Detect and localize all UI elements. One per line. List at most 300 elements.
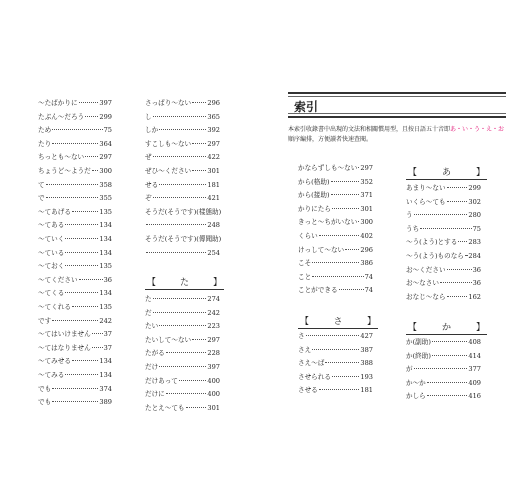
leader-dots — [465, 255, 468, 256]
entry-term: かりにたら — [298, 204, 331, 213]
leader-dots — [427, 382, 468, 383]
leader-dots — [358, 167, 359, 168]
entry-term: ため — [38, 126, 52, 135]
entry-term: たぶん〜だろう — [38, 112, 85, 121]
index-entry — [298, 346, 373, 354]
entry-page-number: 134 — [99, 248, 112, 257]
entry-term: か(終助) — [406, 351, 431, 360]
index-entry — [298, 164, 373, 172]
index-entry — [38, 317, 112, 325]
entry-page-number: 134 — [99, 357, 112, 366]
index-entry — [406, 392, 481, 400]
index-entry — [145, 377, 220, 385]
index-entry — [38, 330, 112, 338]
entry-term: かしら — [406, 392, 426, 401]
leader-dots — [65, 224, 98, 225]
index-entry — [145, 390, 220, 398]
entry-page-number: 377 — [468, 365, 481, 374]
leader-dots — [52, 143, 98, 144]
index-entry — [38, 153, 112, 161]
entry-page-number: 135 — [99, 207, 112, 216]
entry-term: きっと〜ちがいない — [298, 218, 358, 227]
entry-term: 〜てくる — [38, 289, 65, 298]
entry-term: て — [38, 180, 45, 189]
entry-term: ぞ — [145, 194, 152, 203]
entry-term: せる — [145, 180, 159, 189]
index-entry — [145, 295, 220, 303]
leader-dots — [192, 339, 206, 340]
leader-dots — [319, 389, 360, 390]
entry-page-number: 297 — [360, 164, 373, 172]
section-bracket-close: 】 — [475, 168, 485, 178]
entry-page-number: 242 — [99, 316, 112, 325]
intro-paragraph — [288, 125, 506, 145]
entry-page-number: 352 — [360, 177, 373, 186]
leader-dots — [420, 228, 471, 229]
entry-page-number: 402 — [360, 232, 373, 240]
entry-page-number: 416 — [468, 392, 481, 401]
leader-dots — [312, 262, 359, 263]
leader-dots — [72, 211, 98, 212]
leader-dots — [312, 349, 359, 350]
entry-term: 〜う(よう)とする — [406, 238, 458, 247]
index-entry — [38, 385, 112, 393]
entry-page-number: 74 — [364, 286, 373, 295]
entry-page-number: 300 — [360, 218, 373, 227]
entry-page-number: 387 — [360, 345, 373, 354]
index-entry — [145, 322, 220, 330]
leader-dots — [192, 102, 206, 103]
right-page — [260, 0, 520, 500]
index-entry — [38, 208, 112, 216]
entry-page-number: 280 — [468, 211, 481, 220]
entry-page-number: 283 — [468, 238, 481, 247]
index-entry — [145, 363, 220, 371]
leader-dots — [166, 393, 207, 394]
entry-term: 〜う(よう)ものなら — [406, 252, 464, 260]
entry-term: いくら〜ても — [406, 197, 446, 206]
leader-dots — [312, 276, 363, 277]
entry-term: 〜ていく — [38, 235, 65, 243]
entry-page-number: 397 — [99, 99, 112, 107]
index-entry — [145, 99, 220, 107]
section-kana: さ — [333, 317, 343, 327]
section-header — [406, 322, 487, 335]
section-bracket-close: 】 — [212, 278, 222, 288]
leader-dots — [331, 194, 360, 195]
leader-dots — [85, 116, 98, 117]
entry-term: 〜てみせる — [38, 357, 71, 366]
entry-page-number: 365 — [207, 112, 220, 121]
section-bracket-open: 【 — [408, 168, 418, 178]
leader-dots — [92, 170, 99, 171]
entry-term: か〜か — [406, 378, 426, 387]
entry-term: しか — [145, 126, 159, 135]
entry-term: お〜なさい — [406, 279, 439, 288]
index-entry — [298, 286, 373, 294]
entry-term: くらい — [298, 232, 318, 240]
leader-dots — [52, 129, 102, 130]
entry-page-number: 427 — [360, 332, 373, 340]
entry-page-number: 302 — [468, 197, 481, 206]
entry-page-number: 386 — [360, 259, 373, 268]
entry-term: 〜てはなりません — [38, 343, 91, 352]
leader-dots — [447, 201, 468, 202]
entry-term: ぜ — [145, 153, 152, 162]
intro-text: 本索引收錄書中出現的文法和相關慣用型，且按日語五十音即 — [288, 126, 451, 133]
entry-page-number: 296 — [207, 99, 220, 107]
entry-term: ちょうど〜ようだ — [38, 167, 91, 175]
index-entry — [298, 205, 373, 213]
leader-dots — [192, 170, 206, 171]
index-entry — [406, 252, 481, 260]
leader-dots — [65, 374, 98, 375]
leader-dots — [146, 224, 206, 225]
leader-dots — [345, 249, 359, 250]
entry-term: たい — [145, 322, 159, 331]
index-entry — [406, 379, 481, 387]
index-entry — [145, 153, 220, 161]
index-entry — [145, 336, 220, 344]
entry-term: お〜ください — [406, 265, 446, 274]
leader-dots — [447, 269, 472, 270]
index-entry — [38, 99, 112, 107]
index-entry — [298, 373, 373, 381]
entry-page-number: 374 — [99, 384, 112, 393]
section-bracket-open: 【 — [408, 323, 418, 333]
entry-term: 〜てはいけません — [38, 330, 91, 339]
entry-page-number: 36 — [472, 279, 481, 288]
leader-dots — [52, 320, 98, 321]
entry-term: 〜たばかりに — [38, 99, 78, 107]
leader-dots — [458, 241, 467, 242]
leader-dots — [432, 341, 467, 342]
entry-term: だけあって — [145, 376, 178, 385]
entry-page-number: 422 — [207, 153, 220, 162]
entry-page-number: 135 — [99, 303, 112, 311]
leader-dots — [159, 366, 206, 367]
leader-dots — [447, 296, 468, 297]
index-entry — [406, 365, 481, 373]
leader-dots — [153, 197, 207, 198]
index-entry — [38, 167, 112, 175]
index-entry — [298, 218, 373, 226]
entry-term: ぜひ〜ください — [145, 167, 192, 175]
section-bracket-open: 【 — [147, 278, 157, 288]
entry-page-number: 37 — [103, 343, 112, 352]
entry-page-number: 248 — [207, 221, 220, 230]
leader-dots — [52, 401, 98, 402]
entry-page-number: 134 — [99, 371, 112, 379]
leader-dots — [179, 380, 207, 381]
entry-page-number: 299 — [468, 184, 481, 192]
entry-page-number: 162 — [468, 292, 481, 301]
index-entry — [298, 246, 373, 254]
entry-term: だけ — [145, 363, 159, 371]
leader-dots — [159, 325, 206, 326]
entry-term: たとえ〜ても — [145, 403, 185, 412]
index-entry — [298, 178, 373, 186]
entry-page-number: 355 — [99, 194, 112, 203]
leader-dots — [414, 368, 468, 369]
index-entry — [38, 344, 112, 352]
leader-dots — [153, 156, 207, 157]
entry-page-number: 134 — [99, 235, 112, 243]
entry-page-number: 242 — [207, 308, 220, 317]
entry-page-number: 300 — [99, 167, 112, 175]
entry-page-number: 181 — [360, 386, 373, 395]
entry-page-number: 223 — [207, 322, 220, 331]
index-entry — [145, 167, 220, 175]
leader-dots — [65, 292, 98, 293]
entry-term: けっして〜ない — [298, 245, 345, 254]
entry-page-number: 301 — [360, 204, 373, 213]
leader-dots — [432, 355, 467, 356]
index-entry — [38, 249, 112, 257]
index-entry — [38, 140, 112, 148]
entry-page-number: 74 — [364, 272, 373, 281]
index-entry — [145, 404, 220, 412]
leader-dots — [65, 265, 98, 266]
index-entry — [406, 293, 481, 301]
section-bracket-close: 】 — [366, 317, 376, 327]
entry-term: か(副助) — [406, 338, 431, 346]
entry-page-number: 297 — [99, 153, 112, 162]
entry-page-number: 397 — [207, 363, 220, 371]
entry-term: させられる — [298, 372, 331, 381]
entry-term: おなじ〜なら — [406, 292, 446, 301]
entry-page-number: 228 — [207, 349, 220, 358]
entry-term: 〜てくれる — [38, 303, 71, 311]
index-entry — [38, 303, 112, 311]
leader-dots — [46, 197, 99, 198]
entry-term: たり — [38, 139, 52, 148]
entry-page-number: 400 — [207, 376, 220, 385]
entry-term: です — [38, 316, 52, 325]
entry-page-number: 408 — [468, 338, 481, 346]
index-entry — [145, 140, 220, 148]
entry-term: うち — [406, 224, 420, 233]
entry-page-number: 134 — [99, 221, 112, 230]
index-entry — [298, 332, 373, 340]
index-entry — [406, 352, 481, 360]
entry-term: 〜てください — [38, 275, 78, 284]
entry-term: 〜てみる — [38, 371, 65, 379]
entry-term: こそ — [298, 259, 312, 268]
index-entry — [38, 398, 112, 406]
entry-term: で — [38, 194, 45, 203]
entry-page-number: 75 — [472, 224, 481, 233]
entry-term: でも — [38, 398, 52, 407]
leader-dots — [358, 221, 359, 222]
entry-term: すこしも〜ない — [145, 139, 192, 148]
index-entry — [145, 309, 220, 317]
entry-page-number: 409 — [468, 378, 481, 387]
entry-term: そうだ(そうです)(傳聞助) — [145, 235, 222, 243]
index-entry — [38, 126, 112, 134]
section-bracket-close: 】 — [475, 323, 485, 333]
entry-page-number: 388 — [360, 359, 373, 368]
entry-page-number: 193 — [360, 372, 373, 381]
entry-term: さっぱり〜ない — [145, 99, 192, 107]
entry-page-number: 371 — [360, 191, 373, 200]
leader-dots — [72, 306, 98, 307]
index-entry — [298, 273, 373, 281]
entry-term: ちっとも〜ない — [38, 153, 85, 162]
index-entry — [38, 371, 112, 379]
index-entry — [145, 235, 220, 243]
leader-dots — [427, 395, 468, 396]
index-entry — [38, 235, 112, 243]
entry-page-number: 301 — [207, 403, 220, 412]
entry-page-number: 75 — [103, 126, 112, 135]
entry-page-number: 135 — [99, 262, 112, 271]
leader-dots — [72, 360, 98, 361]
leader-dots — [92, 347, 103, 348]
entry-term: から(接助) — [298, 191, 330, 200]
index-entry — [406, 338, 481, 346]
index-entry — [298, 191, 373, 199]
entry-page-number: 358 — [99, 180, 112, 189]
entry-page-number: 296 — [360, 245, 373, 254]
leader-dots — [153, 298, 207, 299]
entry-term: かならずしも〜ない — [298, 164, 358, 172]
leader-dots — [447, 187, 468, 188]
section-header — [145, 277, 224, 290]
index-entry — [298, 232, 373, 240]
leader-dots — [65, 252, 98, 253]
leader-dots — [153, 312, 207, 313]
index-entry — [38, 262, 112, 270]
entry-page-number: 254 — [207, 248, 220, 257]
leader-dots — [319, 235, 360, 236]
index-entry — [406, 184, 481, 192]
leader-dots — [325, 362, 359, 363]
entry-page-number: 389 — [99, 398, 112, 407]
index-entry — [406, 238, 481, 246]
entry-page-number: 284 — [468, 252, 481, 260]
leader-dots — [65, 238, 98, 239]
entry-term: こと — [298, 272, 312, 281]
entry-page-number: 421 — [207, 194, 220, 203]
entry-term: だけに — [145, 390, 165, 399]
entry-page-number: 37 — [103, 330, 112, 339]
entry-term: あまり〜ない — [406, 184, 446, 192]
leader-dots — [146, 252, 206, 253]
leader-dots — [166, 352, 207, 353]
entry-term: 〜てあげる — [38, 207, 71, 216]
entry-page-number: 301 — [207, 167, 220, 175]
entry-page-number: 134 — [99, 289, 112, 298]
entry-term: たいして〜ない — [145, 335, 192, 344]
intro-kana: あ・い・う・え・お — [450, 126, 505, 133]
leader-dots — [339, 289, 364, 290]
entry-term: た — [145, 295, 152, 303]
entry-term: そうだ(そうです)(樣態助) — [145, 207, 222, 216]
index-entry — [406, 279, 481, 287]
leader-dots — [52, 388, 98, 389]
leader-dots — [332, 208, 359, 209]
index-entry — [145, 221, 220, 229]
index-entry — [38, 357, 112, 365]
entry-term: から(格助) — [298, 177, 330, 186]
entry-page-number: 400 — [207, 390, 220, 399]
section-header — [298, 316, 378, 329]
entry-page-number: 36 — [103, 275, 112, 284]
entry-term: たがる — [145, 349, 165, 358]
entry-term: 〜ている — [38, 248, 65, 257]
index-entry — [38, 181, 112, 189]
entry-term: だ — [145, 308, 152, 317]
intro-tail: 順序編排，方便讀者快速查閱。 — [288, 136, 373, 143]
leader-dots — [332, 376, 359, 377]
leader-dots — [92, 333, 103, 334]
entry-page-number: 274 — [207, 295, 220, 303]
index-entry — [38, 276, 112, 284]
index-entry — [38, 289, 112, 297]
entry-page-number: 297 — [207, 139, 220, 148]
leader-dots — [159, 129, 206, 130]
entry-page-number: 414 — [468, 351, 481, 360]
index-entry — [145, 113, 220, 121]
leader-dots — [79, 102, 99, 103]
entry-page-number: 392 — [207, 126, 220, 135]
index-entry — [145, 249, 220, 257]
leader-dots — [153, 116, 207, 117]
index-entry — [38, 113, 112, 121]
entry-page-number: 364 — [99, 139, 112, 148]
leader-dots — [159, 184, 206, 185]
page-title: 索引 — [294, 100, 319, 114]
leader-dots — [331, 181, 360, 182]
index-title-box — [288, 92, 506, 118]
index-entry — [145, 349, 220, 357]
index-entry — [298, 386, 373, 394]
entry-page-number: 297 — [207, 335, 220, 344]
entry-term: う — [406, 211, 413, 220]
index-entry — [145, 126, 220, 134]
section-kana: た — [179, 278, 189, 288]
index-entry — [145, 208, 220, 216]
section-bracket-open: 【 — [300, 317, 310, 327]
leader-dots — [186, 407, 207, 408]
entry-term: 〜てある — [38, 221, 65, 230]
entry-term: が — [406, 365, 413, 374]
section-kana: あ — [441, 168, 451, 178]
index-entry — [298, 359, 373, 367]
index-entry — [406, 266, 481, 274]
index-entry — [298, 259, 373, 267]
leader-dots — [192, 143, 206, 144]
index-entry — [145, 181, 220, 189]
leader-dots — [85, 156, 98, 157]
entry-term: し — [145, 112, 152, 121]
leader-dots — [79, 279, 103, 280]
index-entry — [38, 194, 112, 202]
index-entry — [145, 194, 220, 202]
leader-dots — [414, 214, 468, 215]
index-entry — [406, 225, 481, 233]
section-kana: か — [441, 323, 451, 333]
entry-term: さえ — [298, 345, 312, 354]
entry-term: させる — [298, 386, 318, 395]
leader-dots — [46, 184, 99, 185]
leader-dots — [440, 282, 472, 283]
entry-page-number: 36 — [472, 265, 481, 274]
entry-page-number: 299 — [99, 112, 112, 121]
entry-term: でも — [38, 384, 52, 393]
entry-term: 〜ておく — [38, 262, 65, 271]
